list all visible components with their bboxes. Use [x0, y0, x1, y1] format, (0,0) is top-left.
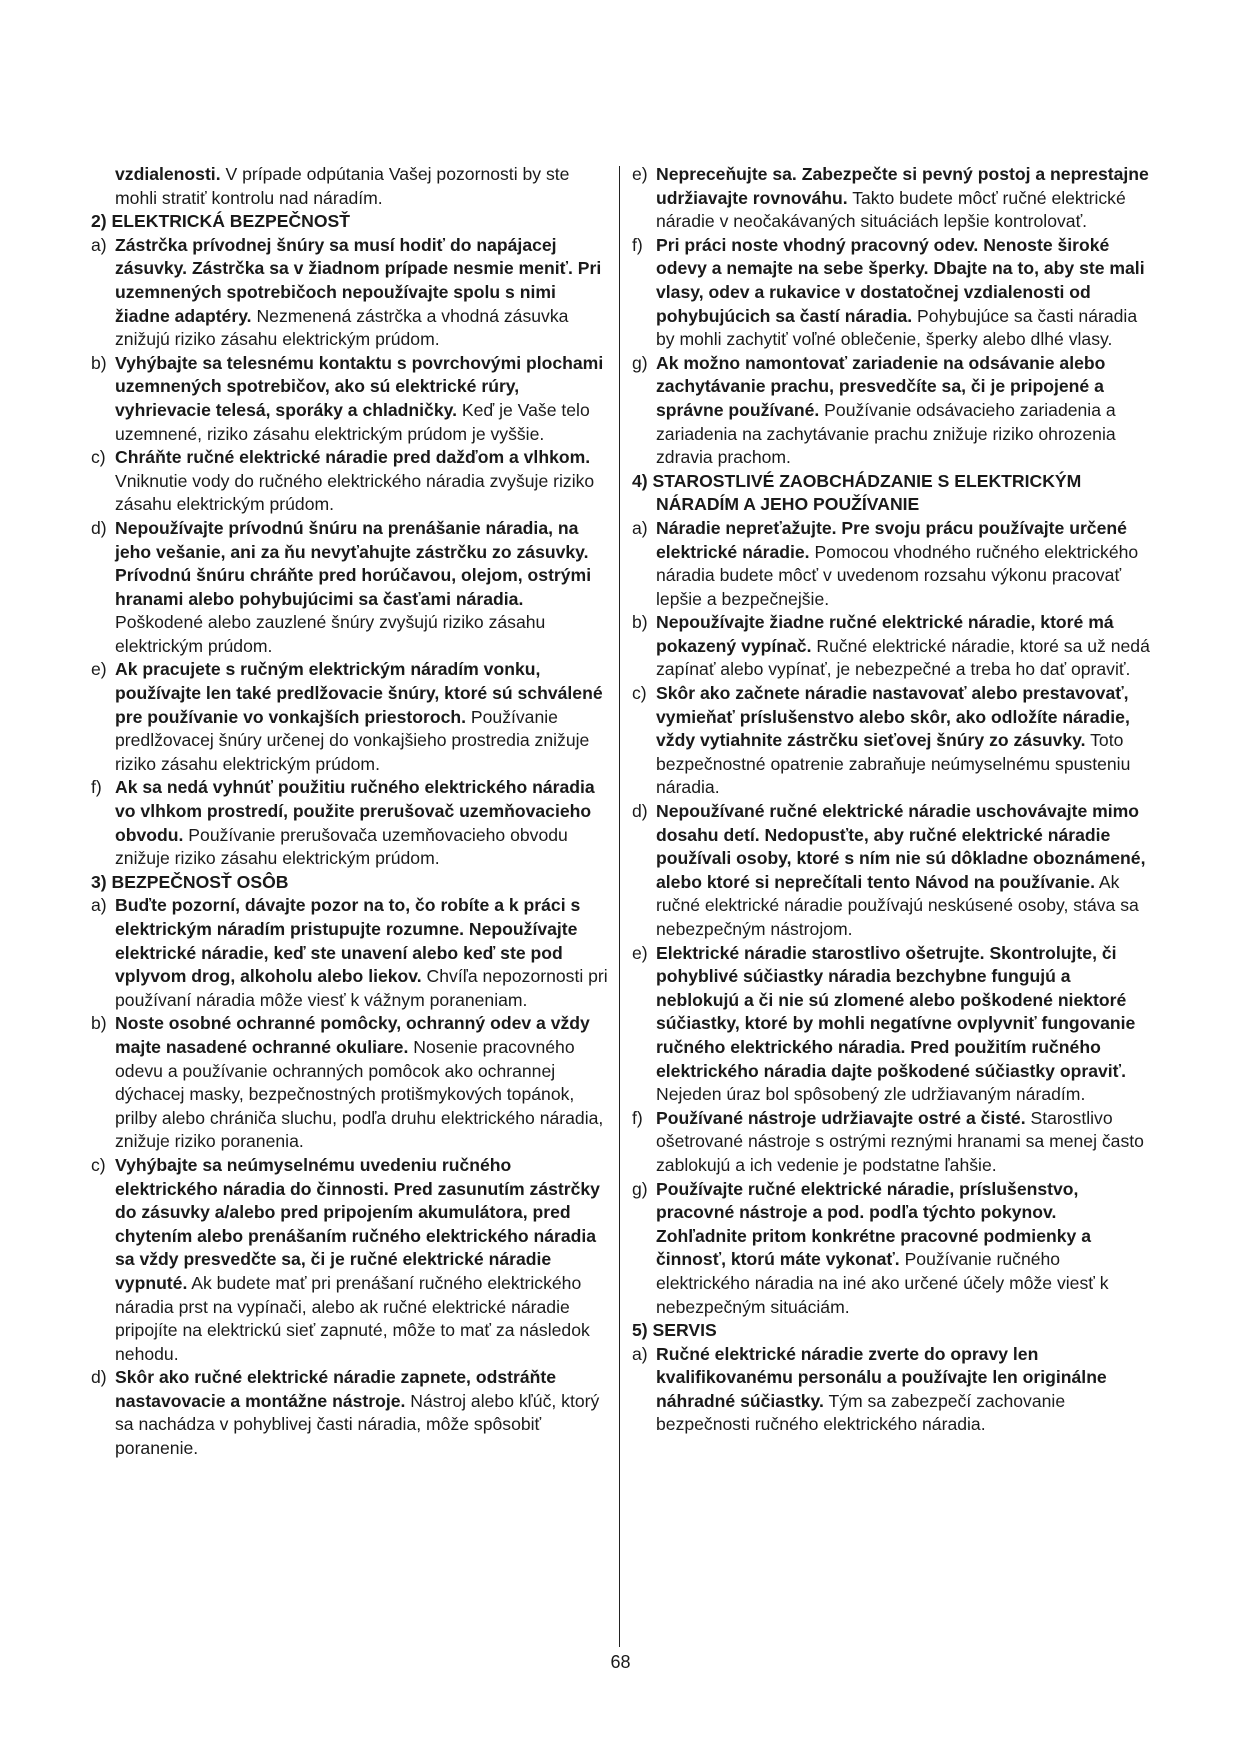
page-number: 68 [610, 1652, 631, 1672]
list-item [632, 682, 1152, 800]
body-text: Ak ručné elektrické náradie používajú neskúsené osoby, stáva sa nebezpečným nástrojom. [656, 871, 1139, 939]
body-text: V prípade odpútania Vašej pozornosti by ste mohli stratiť kontrolu nad náradím. [115, 164, 570, 208]
item-letter: b) [632, 612, 648, 633]
list-item [632, 517, 1152, 611]
bold-text: Chráňte ručné elektrické náradie pred dažďom a vlhkom. [115, 447, 591, 468]
body-text: Vniknutie vody do ručného elektrického náradia zvyšuje riziko zásahu elektrickým prúdom. [115, 470, 595, 515]
bold-text: Používané nástroje udržiavajte ostré a čisté. [656, 1107, 1026, 1128]
bold-text: Ak pracujete s ručným elektrickým náradím vonku, používajte len také predlžovacie šnúry, ktoré sú schválené pre používanie vo vonkajších priestoroch. [115, 659, 603, 727]
bold-text: Noste osobné ochranné pomôcky, ochranný odev a vždy majte nasadené ochranné okuliare. [115, 1013, 590, 1057]
bold-text: vzdialenosti. [115, 164, 221, 184]
body-text: Takto budete môcť ručné elektrické náradie v neočakávaných situáciách lepšie kontrolovať. [656, 187, 1126, 232]
bold-text: Vyhýbajte sa telesnému kontaktu s povrchovými plochami uzemnených spotrebičov, ako sú elektrické rúry, vyhrievacie telesá, sporáky a chladničky. [115, 352, 604, 420]
bold-text: Elektrické náradie starostlivo ošetrujte. Skontrolujte, či pohyblivé súčiastky náradia bezchybne fungujú a neblokujú a či nie sú zlomené alebo poškodené niektoré súčiastky, ktoré by mohli negatívne ovplyvniť fungovanie ručného elektrického náradia. Pred použitím ručného elektrického náradia dajte poškodené súčiastky opraviť. [656, 942, 1136, 1081]
item-letter: c) [91, 1154, 106, 1175]
list-item [91, 1366, 611, 1460]
section-heading-tool-use-and-care: 4) STAROSTLIVÉ ZAOBCHÁDZANIE S ELEKTRICKÝM NÁRADÍM A JEHO POUŽÍVANIE [632, 470, 1082, 515]
bold-text: Nepoužívajte žiadne ručné elektrické náradie, ktoré má pokazený vypínač. [656, 612, 1114, 656]
item-letter: e) [632, 164, 648, 184]
item-letter: a) [91, 234, 107, 255]
section-heading-service: 5) SERVIS [632, 1320, 717, 1341]
item-letter: d) [91, 517, 107, 538]
body-text: Pomocou vhodného ručného elektrického náradia budete môcť v uvedenom rozsahu výkonu pracovať lepšie a bezpečnejšie. [656, 541, 1139, 609]
item-letter: f) [632, 234, 643, 255]
list-item [91, 517, 611, 659]
list-item [91, 776, 611, 870]
list-item [632, 611, 1152, 682]
item-letter: a) [91, 895, 107, 916]
body-text: Poškodené alebo zauzlené šnúry zvyšujú riziko zásahu elektrickým prúdom. [115, 612, 546, 656]
item-letter: b) [91, 1013, 107, 1034]
body-text: Keď je Vaše telo uzemnené, riziko zásahu elektrickým prúdom je vyššie. [115, 399, 590, 444]
bold-text: Ručné elektrické náradie zverte do opravy len kvalifikovanému personálu a používajte len originálne náhradné súčiastky. [656, 1343, 1107, 1411]
list-item [632, 1107, 1152, 1178]
item-letter: d) [91, 1367, 107, 1388]
bold-text: Buďte pozorní, dávajte pozor na to, čo robíte a k práci s elektrickým náradím pristupujte rozumne. Nepoužívajte elektrické náradie, keď ste unavení alebo keď ste pod vplyvom drog, alkoholu alebo liekov. [115, 895, 581, 987]
list-item [632, 1178, 1152, 1320]
body-text: Starostlivo ošetrované nástroje s ostrými reznými hranami sa menej často zablokujú a ich vedenie je podstatne ľahšie. [656, 1107, 1144, 1175]
list-item [91, 1012, 611, 1154]
body-text: Ak budete mať pri prenášaní ručného elektrického náradia prst na vypínači, alebo ak ručné elektrické náradie pripojíte na elektrickú sieť zapnuté, môže to mať za následok nehodu. [115, 1272, 590, 1364]
item-letter: c) [632, 683, 647, 704]
list-item [632, 800, 1152, 942]
item-letter: f) [91, 777, 102, 798]
bold-text: Zástrčka prívodnej šnúry sa musí hodiť do napájacej zásuvky. Zástrčka sa v žiadnom prípade nesmie meniť. Pri uzemnených spotrebičoch nepoužívajte spolu s nimi žiadne adaptéry. [115, 234, 602, 326]
body-text: Tým sa zabezpečí zachovanie bezpečnosti ručného elektrického náradia. [656, 1390, 1066, 1435]
list-item [91, 1154, 611, 1366]
body-text: Ručné elektrické náradie, ktoré sa už nedá zapínať alebo vypínať, je nebezpečné a treba ho dať opraviť. [656, 635, 1150, 680]
body-text: Nosenie pracovného odevu a používanie ochranných pomôcok ako ochrannej dýchacej masky, bezpečnostných protišmykových topánok, prilby alebo chrániča sluchu, podľa druhu elektrického náradia, znižuje riziko poranenia. [115, 1036, 604, 1152]
body-text: Nezmenená zástrčka a vhodná zásuvka znižujú riziko zásahu elektrickým prúdom. [115, 305, 569, 350]
body-text: Pohybujúce sa časti náradia by mohli zachytiť voľné oblečenie, šperky alebo dlhé vlasy. [656, 305, 1138, 350]
column-divider [619, 166, 620, 1647]
list-item [91, 894, 611, 1012]
bold-text: Skôr ako ručné elektrické náradie zapnete, odstráňte nastavovacie a montážne nástroje. [115, 1367, 556, 1411]
list-item [632, 163, 1152, 234]
body-text: Toto bezpečnostné opatrenie zabraňuje neúmyselnému spusteniu náradia. [656, 730, 1131, 798]
bold-text: Ak možno namontovať zariadenie na odsávanie alebo zachytávanie prachu, presvedčíte sa, či je pripojené a správne používané. [656, 352, 1106, 420]
body-text: Nejeden úraz bol spôsobený zle udržiavaným náradím. [656, 1084, 1086, 1105]
intro-paragraph [91, 163, 611, 210]
bold-text: Náradie nepreťažujte. Pre svoju prácu používajte určené elektrické náradie. [656, 517, 1127, 562]
item-letter: g) [632, 352, 648, 373]
list-item [91, 658, 611, 776]
item-letter: e) [632, 942, 648, 963]
section-heading-electrical-safety: 2) ELEKTRICKÁ BEZPEČNOSŤ [91, 211, 351, 232]
item-letter: a) [632, 1343, 648, 1364]
list-item [91, 446, 611, 517]
bold-text: Nepreceňujte sa. Zabezpečte si pevný postoj a neprestajne udržiavajte rovnováhu. [656, 164, 1149, 208]
body-text: Používanie ručného elektrického náradia na iné ako určené účely môže viesť k nebezpečným situáciám. [656, 1249, 1109, 1317]
item-letter: d) [632, 801, 648, 822]
item-letter: c) [91, 447, 106, 468]
section-heading-personal-safety: 3) BEZPEČNOSŤ OSÔB [91, 871, 289, 892]
item-letter: e) [91, 659, 107, 680]
list-item [91, 234, 611, 352]
left-column [91, 163, 611, 1461]
bold-text: Nepoužívané ručné elektrické náradie uschovávajte mimo dosahu detí. Nedopusťte, aby ručné elektrické náradie používali osoby, ktoré s ním nie sú dôkladne oboznámené, alebo ktoré si neprečítali tento Návod na používanie. [656, 801, 1146, 892]
body-text: Používanie prerušovača uzemňovacieho obvodu znižuje riziko zásahu elektrickým prúdom. [115, 824, 568, 869]
bold-text: Pri práci noste vhodný pracovný odev. Nenoste široké odevy a nemajte na sebe šperky. Dbajte na to, aby ste mali vlasy, odev a rukavice v dostatočnej vzdialenosti od pohybujúcich sa častí náradia. [656, 234, 1145, 326]
item-letter: g) [632, 1178, 648, 1199]
body-text: Nástroj alebo kľúč, ktorý sa nachádza v pohyblivej časti náradia, môže spôsobiť poranenie. [115, 1390, 600, 1459]
list-item [632, 942, 1152, 1107]
bold-text: Skôr ako začnete náradie nastavovať alebo prestavovať, vymieňať príslušenstvo alebo skôr, ako odložíte náradie, vždy vytiahnite zástrčku sieťovej šnúry zo zásuvky. [656, 683, 1130, 751]
item-letter: a) [632, 517, 648, 538]
item-letter: f) [632, 1107, 643, 1128]
bold-text: Nepoužívajte prívodnú šnúru na prenášanie náradia, na jeho vešanie, ani za ňu nevyťahujte zástrčku zo zásuvky. Prívodnú šnúru chráňte pred horúčavou, olejom, ostrými hranami alebo pohybujúcimi sa časťami náradia. [115, 517, 592, 609]
list-item [91, 352, 611, 446]
body-text: Používanie predlžovacej šnúry určenej do vonkajšieho prostredia znižuje riziko zásahu elektrickým prúdom. [115, 706, 590, 774]
list-item [632, 1343, 1152, 1437]
body-text: Používanie odsávacieho zariadenia a zariadenia na zachytávanie prachu znižuje riziko ohrozenia zdravia prachom. [656, 399, 1116, 468]
body-text: Chvíľa nepozornosti pri používaní náradia môže viesť k vážnym poraneniam. [115, 966, 608, 1010]
list-item [632, 352, 1152, 470]
list-item [632, 234, 1152, 352]
item-letter: b) [91, 352, 107, 373]
right-column [632, 163, 1152, 1437]
bold-text: Ak sa nedá vyhnúť použitiu ručného elektrického náradia vo vlhkom prostredí, použite prerušovač uzemňovacieho obvodu. [115, 777, 595, 845]
bold-text: Vyhýbajte sa neúmyselnému uvedeniu ručného elektrického náradia do činnosti. Pred zasunutím zástrčky do zásuvky a/alebo pred pripojením akumulátora, pred chytením alebo prenášaním ručného elektrického náradia sa vždy presvedčte sa, či je ručné elektrické náradie vypnuté. [115, 1154, 600, 1293]
bold-text: Používajte ručné elektrické náradie, príslušenstvo, pracovné nástroje a pod. podľa týchto pokynov. Zohľadnite pritom konkrétne pracovné podmienky a činnosť, ktorú máte vykonať. [656, 1178, 1091, 1270]
